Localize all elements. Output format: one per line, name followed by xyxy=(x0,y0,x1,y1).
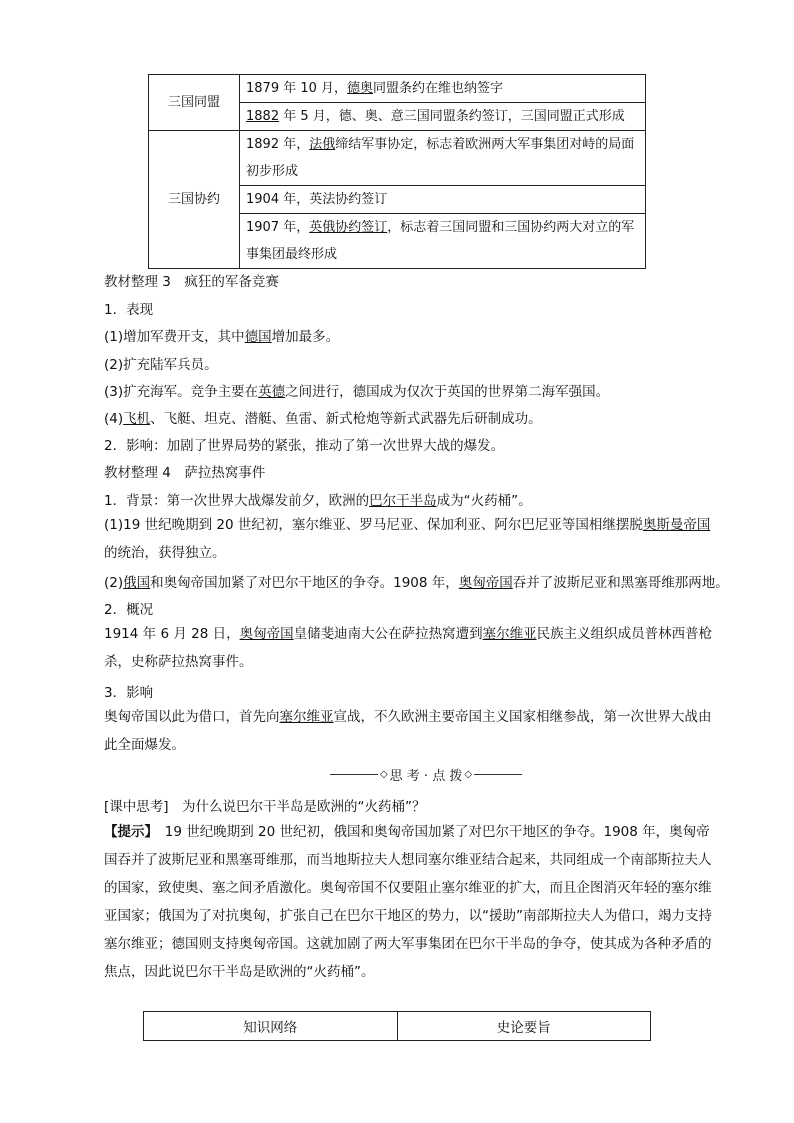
section3-item-2: (2)扩充陆军兵员。 xyxy=(104,357,218,373)
in-class-question: [课中思考] 为什么说巴尔干半岛是欧洲的“火药桶”？ xyxy=(104,799,426,815)
section4-impact: 奥匈帝国以此为借口，首先向塞尔维亚宣战，不久欧洲主要帝国主义国家相继参战，第一次世界大战由此全面爆发。 xyxy=(104,709,712,753)
section4-overview: 1914 年 6 月 28 日，奥匈帝国皇储斐迪南大公在萨拉热窝遭到塞尔维亚民族主义组织成员普林西普枪杀，史称萨拉热窝事件。 xyxy=(104,626,713,670)
table-cell: 1892 年，法俄缔结军事协定，标志着欧洲两大军事集团对峙的局面初步形成 xyxy=(240,131,646,186)
alliance-table xyxy=(148,74,646,269)
section3-item-4: (4)飞机、飞艇、坦克、潜艇、鱼雷、新式枪炮等新式武器先后研制成功。 xyxy=(104,411,542,427)
hint-label: 【提示】 xyxy=(104,824,152,840)
triple-alliance-label: 三国同盟 xyxy=(149,75,240,131)
table-cell: 1882 年 5 月，德、奥、意三国同盟条约签订，三国同盟正式形成 xyxy=(240,103,646,131)
table-cell: 1904 年，英法协约签订 xyxy=(240,186,646,214)
divider-label: 思 考 · 点 拨 xyxy=(389,768,463,784)
table-cell: 1907 年，英俄协约签订，标志着三国同盟和三国协约两大对立的军事集团最终形成 xyxy=(240,214,646,269)
divider-rule xyxy=(330,774,378,775)
diamond-icon: ◇ xyxy=(464,768,473,780)
diamond-icon: ◇ xyxy=(379,768,388,780)
divider-rule xyxy=(474,774,522,775)
table-row xyxy=(144,1012,651,1041)
think-hint-divider xyxy=(330,766,522,782)
section4-background: 1．背景：第一次世界大战爆发前夕，欧洲的巴尔干半岛成为“火药桶”。 xyxy=(104,493,532,509)
bottom-table xyxy=(143,1011,651,1041)
triple-entente-label: 三国协约 xyxy=(149,131,240,269)
section3-title: 教材整理 3 疯狂的军备竞赛 xyxy=(104,274,279,290)
section4-title: 教材整理 4 萨拉热窝事件 xyxy=(104,465,266,481)
table-row xyxy=(149,131,646,186)
section3-item-1: (1)增加军费开支，其中德国增加最多。 xyxy=(104,329,340,345)
knowledge-network-header: 知识网络 xyxy=(144,1012,398,1041)
hint-paragraph: 【提示】 19 世纪晚期到 20 世纪初，俄国和奥匈帝国加紧了对巴尔干地区的争夺。1908 年，奥匈帝国吞并了波斯尼亚和黑塞哥维那，而当地斯拉夫人想同塞尔维亚结合起来，共同组成一个南部斯拉夫人的国家，致使奥、塞之间矛盾激化。奥匈帝国不仅要阻止塞尔维亚的扩大，而且企图消灭年轻的塞尔维亚国家；俄国为了对抗奥匈，扩张自己在巴尔干地区的势力，以“援助”南部斯拉夫人为借口，竭力支持塞尔维亚；德国则支持奥匈帝国。这就加剧了两大军事集团在巴尔干半岛的争夺，使其成为各种矛盾的焦点，因此说巴尔干半岛是欧洲的“火药桶”。 xyxy=(104,824,712,980)
table-row xyxy=(149,75,646,103)
section4-background-2: (2)俄国和奥匈帝国加紧了对巴尔干地区的争夺。1908 年，奥匈帝国吞并了波斯尼亚和黑塞哥维那两地。 xyxy=(104,575,729,591)
section3-heading-2: 2．影响：加剧了世界局势的紧张，推动了第一次世界大战的爆发。 xyxy=(104,438,505,454)
table-cell: 1879 年 10 月，德奥同盟条约在维也纳签字 xyxy=(240,75,646,103)
section4-heading-2: 2．概况 xyxy=(104,602,154,618)
section3-heading-1: 1．表现 xyxy=(104,302,154,318)
historical-theses-header: 史论要旨 xyxy=(397,1012,651,1041)
section3-item-3: (3)扩充海军。竞争主要在英德之间进行，德国成为仅次于英国的世界第二海军强国。 xyxy=(104,384,610,400)
section4-heading-3: 3．影响 xyxy=(104,685,154,701)
section4-background-1: (1)19 世纪晚期到 20 世纪初，塞尔维亚、罗马尼亚、保加利亚、阿尔巴尼亚等国相继摆脱奥斯曼帝国的统治，获得独立。 xyxy=(104,517,711,561)
